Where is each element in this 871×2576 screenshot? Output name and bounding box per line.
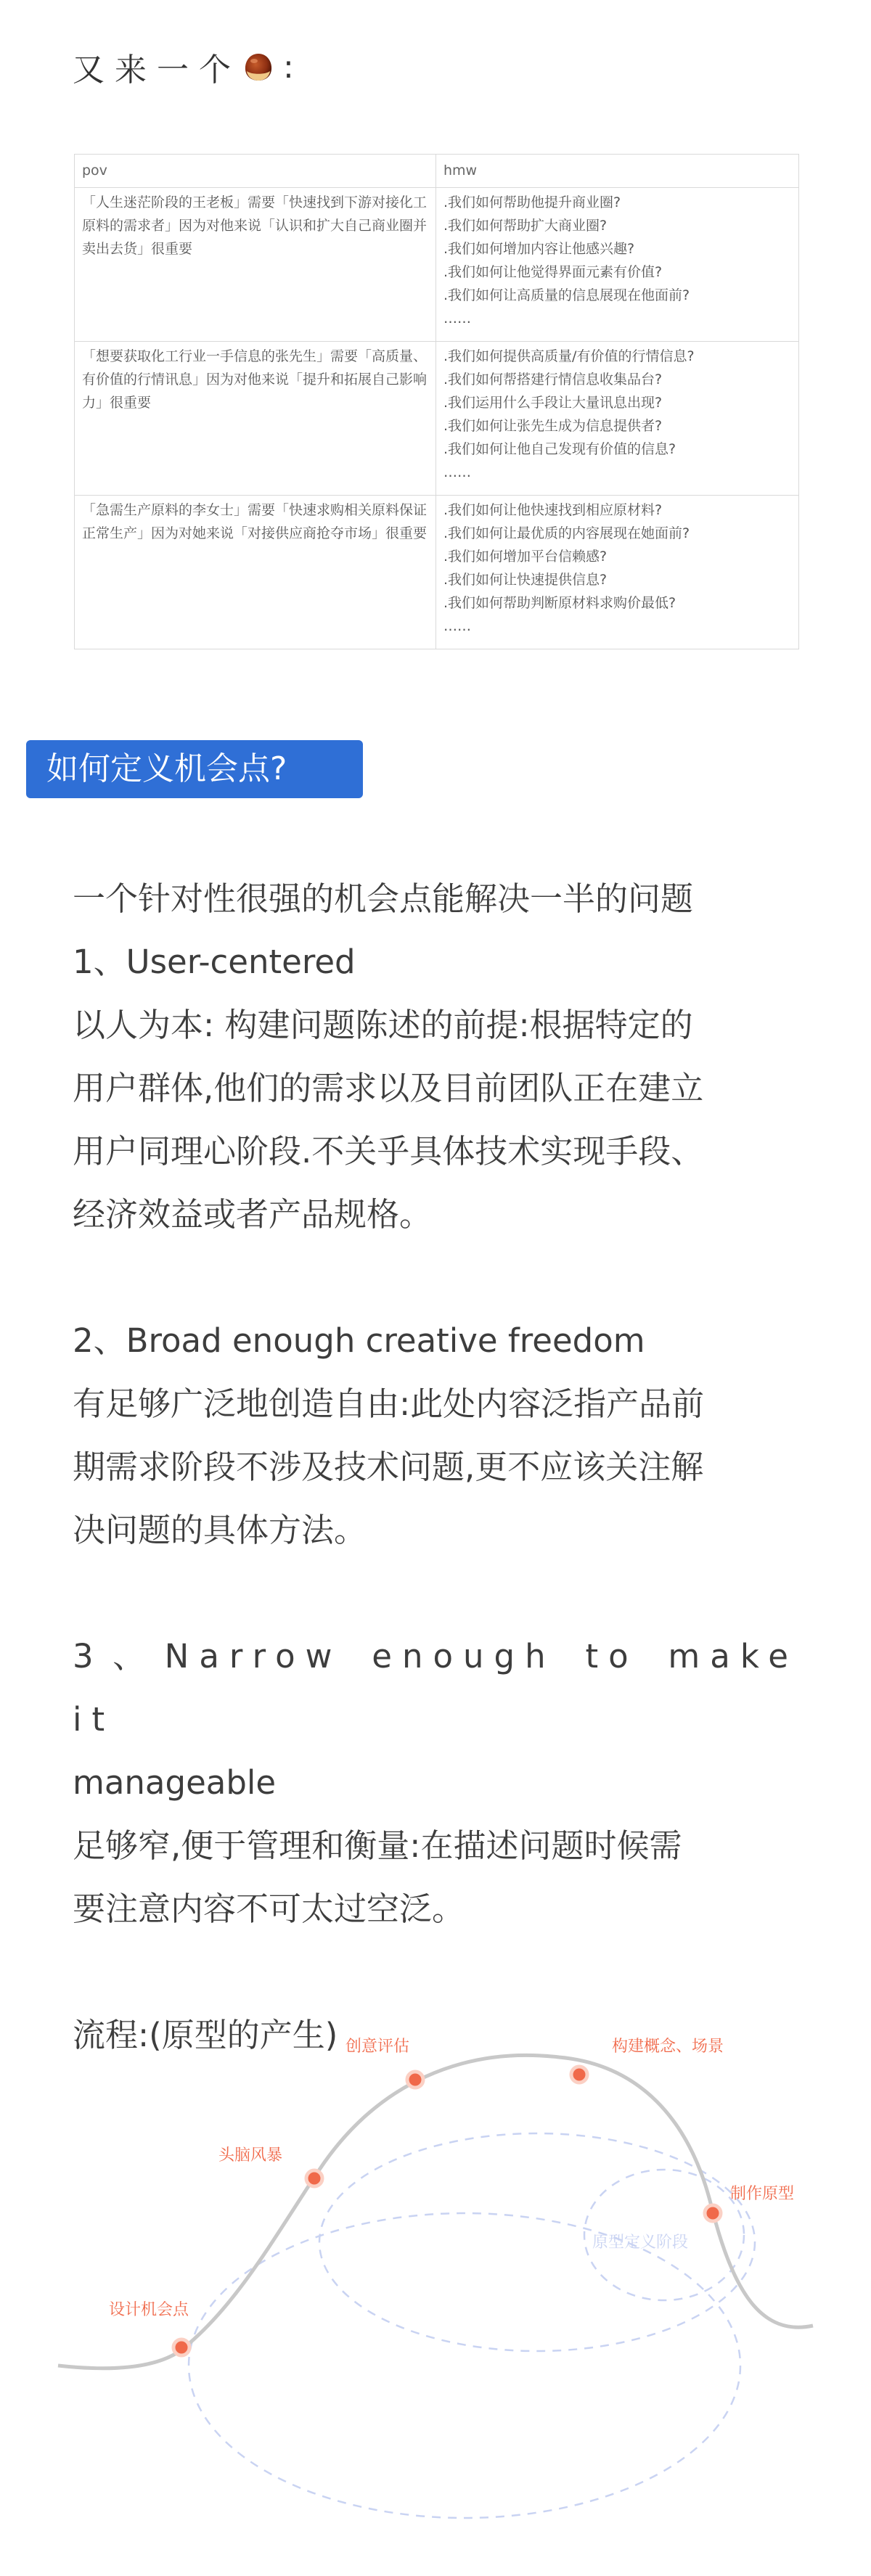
node-label: 构建概念、场景 — [611, 2037, 724, 2055]
table-row — [75, 342, 799, 496]
hmw-cell — [436, 496, 799, 649]
point-3-title: 3、Narrow enough to make it — [73, 1637, 798, 1739]
hmw-item: .我们如何帮搭建行情信息收集品台? — [443, 372, 663, 387]
intro-heading — [73, 44, 294, 90]
hmw-item: .我们如何帮助扩大商业圈? — [443, 218, 608, 234]
point-3-line: 要注意内容不可太过空泛。 — [73, 1890, 465, 1928]
hmw-item: .我们如何让张先生成为信息提供者? — [443, 418, 663, 434]
point-2-line: 期需求阶段不涉及技术问题,更不应该关注解 — [73, 1448, 704, 1486]
node-make-prototype — [705, 2184, 794, 2221]
chestnut-icon — [242, 51, 274, 83]
intro-title: 又来一个 — [73, 52, 241, 89]
node-label: 创意评估 — [345, 2037, 410, 2055]
hmw-item: …… — [443, 311, 471, 327]
hmw-item: …… — [443, 464, 471, 480]
node-label: 设计机会点 — [108, 2300, 189, 2318]
hmw-cell — [436, 188, 799, 342]
intro-colon: : — [283, 48, 294, 86]
hmw-item: .我们如何帮助判断原材料求购价最低? — [443, 595, 676, 611]
point-1-line: 以人为本: 构建问题陈述的前提:根据特定的 — [73, 1006, 693, 1044]
point-3-line: 足够窄,便于管理和衡量:在描述问题时候需 — [73, 1826, 682, 1865]
hmw-item: .我们如何帮助他提升商业圈? — [443, 194, 621, 210]
node-design-opportunity — [109, 2300, 189, 2355]
hmw-cell — [436, 342, 799, 496]
node-brainstorm — [218, 2146, 322, 2186]
node-idea-evaluation — [345, 2037, 423, 2088]
table-row — [75, 496, 799, 649]
pov-cell: 「人生迷茫阶段的王老板」需要「快速找到下游对接化工原料的需求者」因为对他来说「认识和扩大自己商业圈并卖出去货」很重要 — [75, 188, 436, 342]
mid-dashed-loop — [319, 2133, 755, 2351]
pov-cell: 「想要获取化工行业一手信息的张先生」需要「高质量、有价值的行情讯息」因为对他来说「提升和拓展自己影响力」很重要 — [75, 342, 436, 496]
point-2-line: 有足够广泛地创造自由:此处内容泛指产品前 — [73, 1385, 705, 1423]
hmw-item: .我们如何增加内容让他感兴趣? — [443, 241, 635, 257]
process-curve — [58, 2055, 813, 2368]
section-heading: 如何定义机会点? — [26, 740, 363, 798]
hmw-item: .我们如何让他自己发现有价值的信息? — [443, 441, 676, 457]
table-header-pov: pov — [75, 155, 436, 188]
table-header-hmw: hmw — [436, 155, 799, 188]
point-3-title-cont: manageable — [73, 1763, 277, 1802]
article-body — [73, 867, 798, 2067]
pov-hmw-table — [74, 154, 799, 649]
point-1-line: 用户同理心阶段.不关乎具体技术实现手段、 — [73, 1132, 704, 1170]
hmw-item: .我们如何提供高质量/有价值的行情信息? — [443, 348, 695, 364]
hmw-item: .我们如何让他觉得界面元素有价值? — [443, 264, 663, 280]
table-row — [75, 188, 799, 342]
point-1-line: 经济效益或者产品规格。 — [73, 1195, 433, 1234]
hmw-item: …… — [443, 618, 471, 634]
node-label: 制作原型 — [729, 2184, 795, 2202]
hmw-item: .我们如何让最优质的内容展现在她面前? — [443, 525, 690, 541]
point-1-title: 1、User-centered — [73, 943, 356, 981]
big-dashed-loop — [189, 2213, 740, 2518]
hmw-item: .我们运用什么手段让大量讯息出现? — [443, 395, 663, 411]
pov-cell: 「急需生产原料的李女士」需要「快速求购相关原料保证正常生产」因为对她来说「对接供应商抢夺市场」很重要 — [75, 496, 436, 649]
inner-label: 原型定义阶段 — [592, 2233, 689, 2251]
hmw-item: .我们如何让高质量的信息展现在他面前? — [443, 287, 690, 303]
point-2-title: 2、Broad enough creative freedom — [73, 1321, 645, 1360]
lead-paragraph: 一个针对性很强的机会点能解决一半的问题 — [73, 879, 694, 918]
hmw-item: .我们如何让他快速找到相应原材料? — [443, 502, 663, 518]
hmw-item: .我们如何增加平台信赖感? — [443, 549, 608, 565]
prototype-flow-diagram — [0, 2025, 871, 2547]
node-label: 头脑风暴 — [218, 2146, 283, 2164]
node-build-concept — [571, 2037, 724, 2083]
point-1-line: 用户群体,他们的需求以及目前团队正在建立 — [73, 1069, 704, 1107]
point-2-line: 决问题的具体方法。 — [73, 1511, 367, 1549]
hmw-item: .我们如何让快速提供信息? — [443, 572, 608, 588]
table-header-row — [75, 155, 799, 188]
flow-title: 流程:(原型的产生) — [73, 2016, 338, 2054]
